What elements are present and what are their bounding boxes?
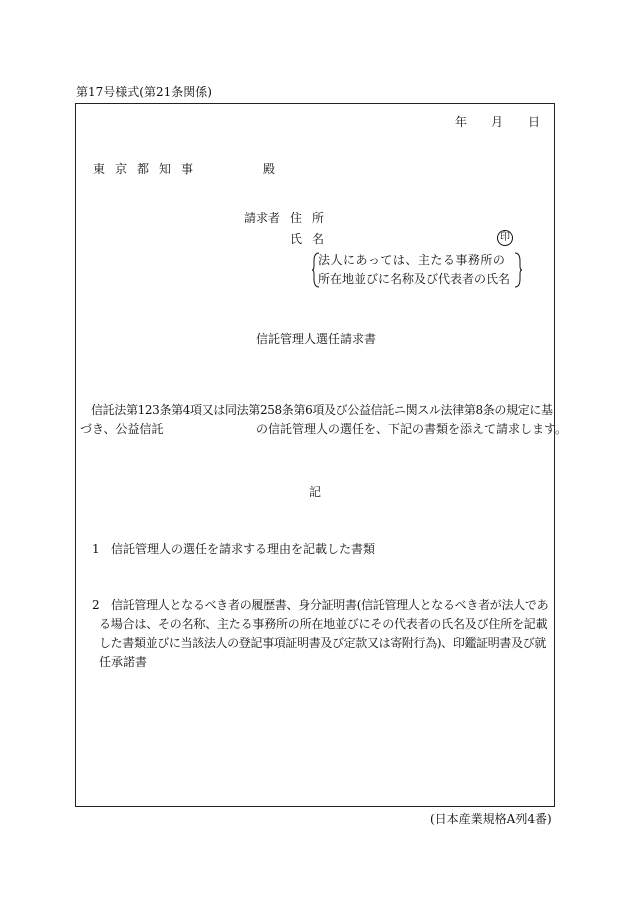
- addressee-name: 東京都知事: [93, 162, 204, 176]
- ki-heading: 記: [309, 485, 322, 499]
- item-1-text: 信託管理人の選任を請求する理由を記載した書類: [111, 542, 376, 556]
- paper-size-note: (日本産業規格A列4番): [430, 812, 552, 826]
- item-2-line-3: した書類並びに当該法人の登記事項証明書及び定款又は寄附行為)、印鑑証明書及び就: [99, 636, 547, 650]
- body-line-2-start: づき、公益信託: [80, 422, 164, 436]
- seal-mark: 印: [497, 230, 513, 246]
- body-line-2-end: の信託管理人の選任を、下記の書類を添えて請求します。: [256, 422, 568, 436]
- note-line-1: 法人にあっては、主たる事務所の: [318, 253, 506, 267]
- addressee-honorific: 殿: [263, 162, 276, 176]
- note-line-2: 所在地並びに名称及び代表者の氏名: [318, 272, 511, 286]
- form-frame: [75, 103, 555, 807]
- item-1-number: 1: [92, 542, 100, 556]
- requester-name-label: 氏名: [290, 232, 335, 246]
- date-year: 年: [455, 115, 468, 129]
- date-day: 日: [528, 115, 541, 129]
- document-title: 信託管理人選任請求書: [256, 332, 377, 346]
- item-2-line-1: 信託管理人となるべき者の履歴書、身分証明書(信託管理人となるべき者が法人であ: [111, 598, 549, 612]
- item-2-line-2: る場合は、その名称、主たる事務所の所在地並びにその代表者の氏名及び住所を記載: [99, 617, 548, 631]
- body-line-1: 信託法第123条第4項又は同法第258条第6項及び公益信託ニ関スル法律第8条の規定に基: [91, 403, 553, 417]
- requester-address-label: 住所: [290, 211, 335, 225]
- item-2-number: 2: [92, 598, 100, 612]
- form-header: 第17号様式(第21条関係): [76, 85, 212, 99]
- date-month: 月: [491, 115, 504, 129]
- item-2-line-4: 任承諾書: [99, 655, 148, 669]
- corporation-note: [312, 252, 522, 288]
- requester-label: 請求者: [244, 211, 281, 225]
